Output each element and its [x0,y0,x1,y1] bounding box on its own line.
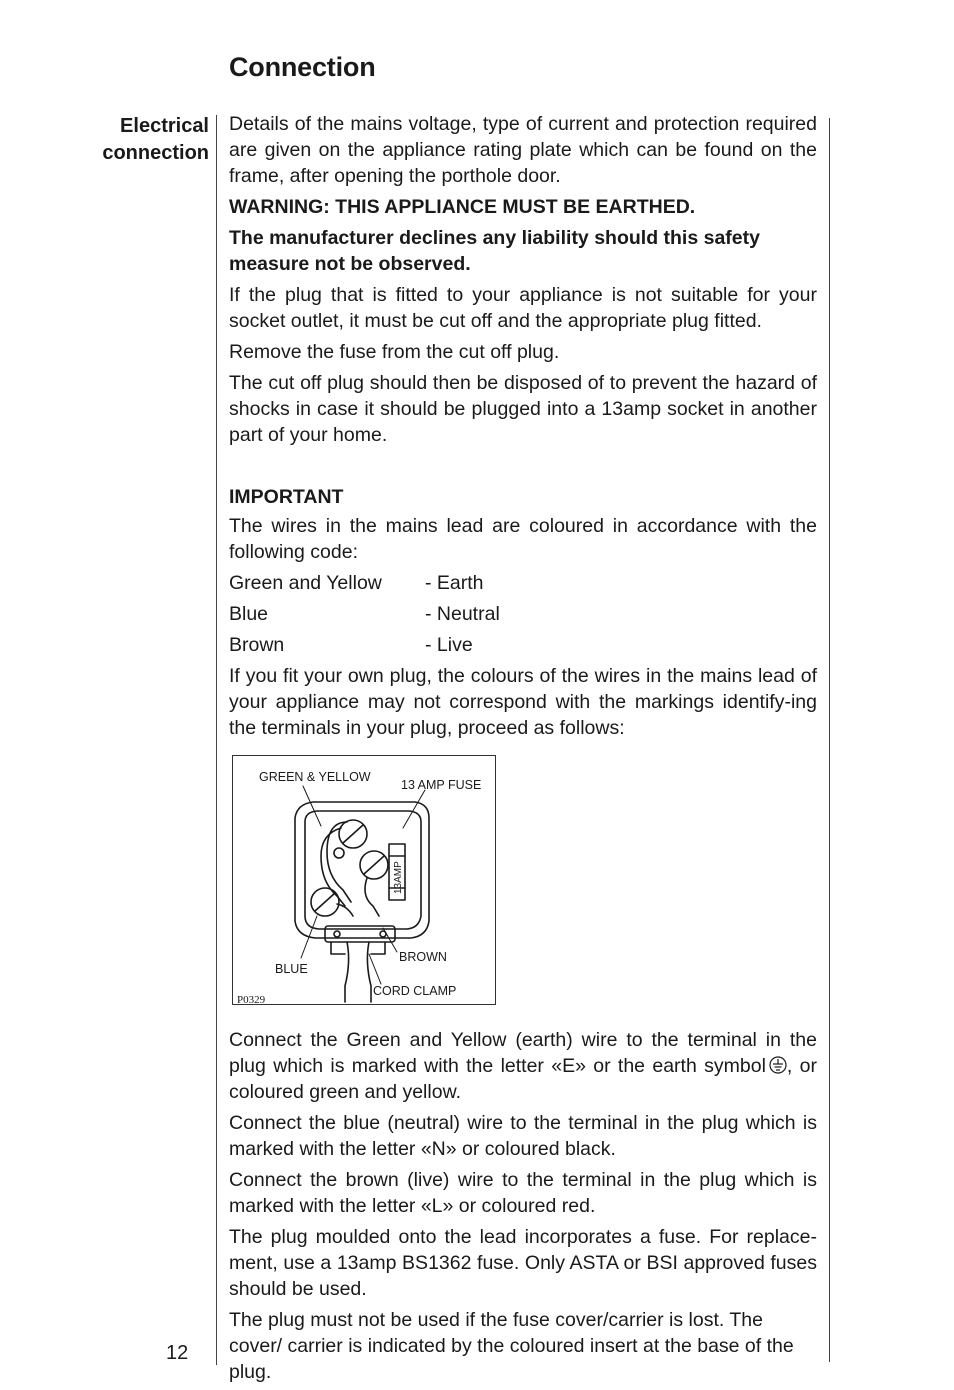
earth-symbol-icon [769,1056,787,1074]
wire-code-row-earth [229,570,817,596]
earth-instruction [229,1027,817,1105]
left-column-rule [216,115,217,1365]
wire-colour: Blue [229,603,269,625]
wire-meaning: - Earth [425,572,484,594]
wire-colour: Green and Yellow [229,572,382,594]
important-heading: IMPORTANT [229,486,344,508]
fit-own-plug-paragraph: If you fit your own plug, the colours of the wires in the mains lead of your appliance may not correspond with the markings identify-ing the terminals in your plug, proceed as follows: [229,665,817,739]
wire-meaning: - Neutral [425,603,500,625]
plug-unsuitable-paragraph: If the plug that is fitted to your appliance is not suitable for your socket outlet, it must be cut off and the appropriate plug fitted. [229,284,817,332]
right-column-rule [829,118,830,1362]
label-cord-clamp: CORD CLAMP [373,984,457,998]
wire-code-row-live [229,632,817,658]
label-fuse: 13 AMP FUSE [401,778,482,792]
neutral-instruction: Connect the blue (neutral) wire to the terminal in the plug which is marked with the letter «N» or coloured black. [229,1112,817,1160]
fuse-marking: 13AMP [393,861,404,894]
pin-hole [334,848,344,858]
figure-code: P0329 [237,994,266,1006]
section-heading [40,113,209,167]
intro-paragraph: Details of the mains voltage, type of current and protection required are given on the appliance rating plate which can be found on the frame, after opening the porthole door. [229,113,817,187]
page-number: 12 [166,1342,189,1364]
leader-blue [301,916,317,958]
remove-fuse-paragraph: Remove the fuse from the cut off plug. [229,341,560,363]
mains-cord [345,942,349,1002]
wire-code-row-neutral [229,601,817,627]
wire-meaning: - Live [425,634,473,656]
earth-instruction-tail: , or coloured green and yellow. [229,1055,817,1103]
dispose-plug-paragraph: The cut off plug should then be disposed of to prevent the hazard of shocks in case it should be plugged into a 13amp socket in another part of your home. [229,372,817,446]
page-title: Connection [229,52,376,82]
fuse-instruction: The plug moulded onto the lead incorporates a fuse. For replace-ment, use a 13amp BS1362 fuse. Only ASTA or BSI approved fuses should be used. [229,1226,817,1300]
wire-code-intro: The wires in the mains lead are coloured in accordance with the following code: [229,515,817,563]
leader-cord-clamp [369,954,381,984]
section-heading-line1: Electrical [120,115,209,137]
main-content [229,111,817,1390]
label-brown: BROWN [399,950,447,964]
live-instruction: Connect the brown (live) wire to the terminal in the plug which is marked with the letter «L» or coloured red. [229,1169,817,1217]
label-blue: BLUE [275,962,308,976]
live-wire [365,878,379,916]
fuse-cover-instruction: The plug must not be used if the fuse cover/carrier is lost. The cover/ carrier is indicated by the coloured insert at the base of the plug. [229,1309,794,1383]
liability-notice: The manufacturer declines any liability should this safety measure not be observed. [229,227,760,275]
earthing-warning: WARNING: THIS APPLIANCE MUST BE EARTHED. [229,196,696,218]
label-green-yellow: GREEN & YELLOW [259,770,371,784]
plug-drawing [233,756,495,1004]
section-heading-line2: connection [102,142,209,164]
wire-colour: Brown [229,634,285,656]
plug-wiring-diagram [232,755,496,1005]
earth-instruction-text: Connect the Green and Yellow (earth) wire to the terminal in the plug which is marked with the letter «E» or the earth symbol [229,1029,817,1077]
